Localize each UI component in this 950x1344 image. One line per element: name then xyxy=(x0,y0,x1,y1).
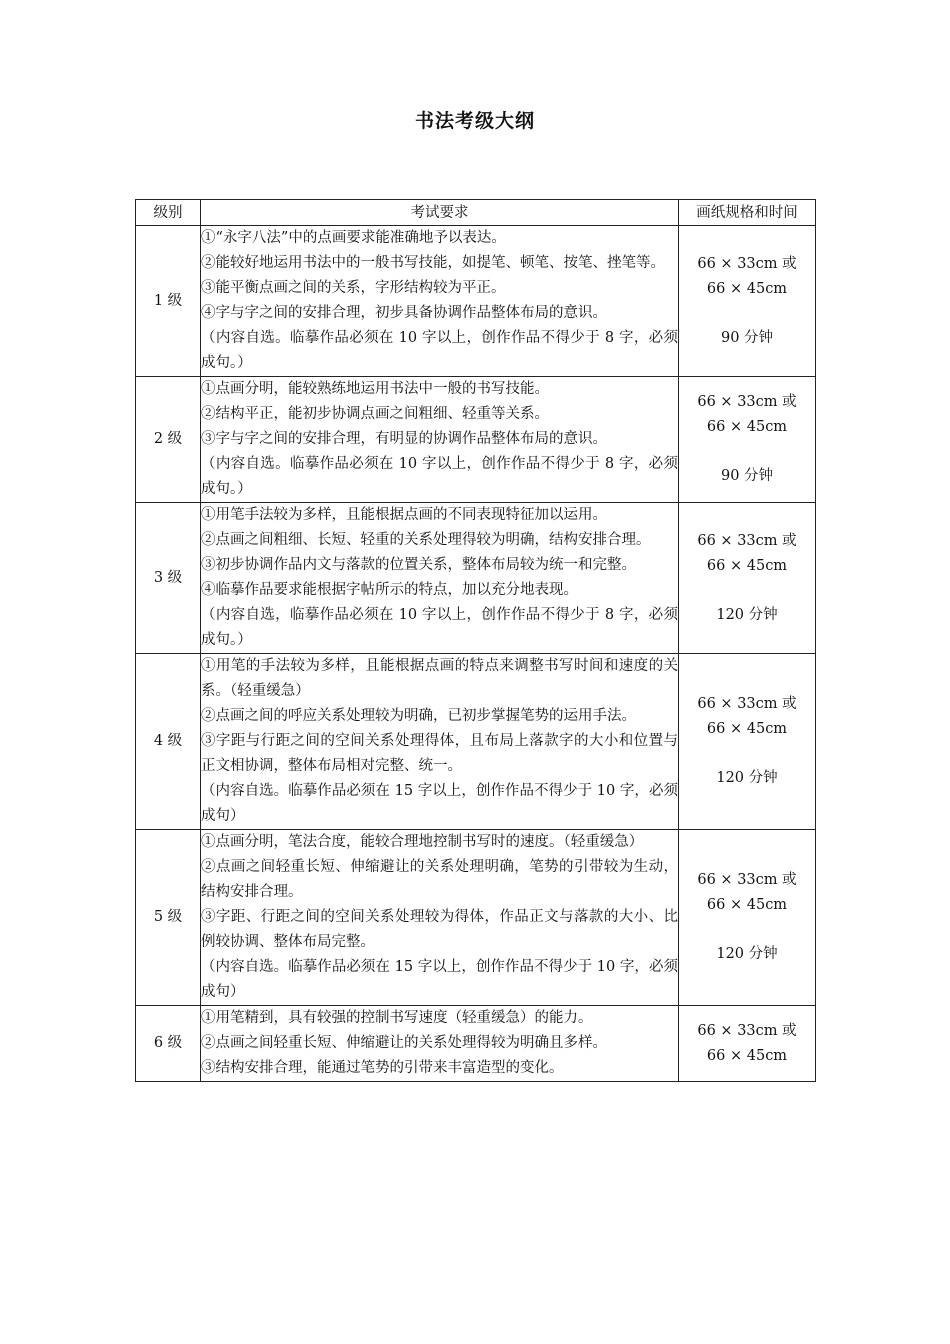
level-cell: 6 级 xyxy=(136,1006,201,1082)
requirements-cell xyxy=(201,1006,679,1082)
header-paper: 画纸规格和时间 xyxy=(679,200,816,226)
requirement-item: ②点画之间粗细、长短、轻重的关系处理得较为明确，结构安排合理。 xyxy=(201,532,651,548)
paper-cell xyxy=(679,226,816,377)
requirement-item: ①点画分明，笔法合度，能较合理地控制书写时的速度。（轻重缓急） xyxy=(201,834,644,850)
requirement-item: ④临摹作品要求能根据字帖所示的特点，加以充分地表现。 xyxy=(201,582,578,598)
requirements-cell xyxy=(201,654,679,830)
exam-time: 120 分钟 xyxy=(716,606,778,623)
requirement-item: ③字与字之间的安排合理，有明显的协调作品整体布局的意识。 xyxy=(201,431,607,447)
requirement-item: ①“永字八法”中的点画要求能准确地予以表达。 xyxy=(201,230,506,246)
requirement-item: ②点画之间的呼应关系处理较为明确，已初步掌握笔势的运用手法。 xyxy=(201,708,636,724)
page-title: 书法考级大纲 xyxy=(414,110,535,132)
paper-size: 66 × 45cm xyxy=(706,280,788,297)
requirement-item: ③字距、行距之间的空间关系处理较为得体，作品正文与落款的大小、比例较协调、整体布局完整。 xyxy=(201,909,678,950)
header-level: 级别 xyxy=(136,200,201,226)
paper-cell xyxy=(679,654,816,830)
header-requirements: 考试要求 xyxy=(201,200,679,226)
paper-size: 66 × 45cm xyxy=(706,1047,788,1064)
requirement-item: ④字与字之间的安排合理，初步具备协调作品整体布局的意识。 xyxy=(201,305,607,321)
paper-size: 66 × 33cm 或 xyxy=(697,394,797,410)
paper-size: 66 × 33cm 或 xyxy=(697,532,797,549)
requirement-item: ①点画分明，能较熟练地运用书法中一般的书写技能。 xyxy=(201,381,549,397)
requirements-cell xyxy=(201,226,679,377)
paper-size: 66 × 45cm xyxy=(706,721,788,737)
level-cell: 2 级 xyxy=(136,377,201,503)
requirement-item: ②结构平正，能初步协调点画之间粗细、轻重等关系。 xyxy=(201,406,549,422)
requirement-item: ③字距与行距之间的空间关系处理得体，且布局上落款字的大小和位置与正文相协调，整体布局相对完整、统一。 xyxy=(201,733,678,774)
requirement-note: （内容自选，临摹作品必须在 10 字以上，创作作品不得少于 8 字，必须成句。） xyxy=(201,607,678,648)
paper-size: 66 × 33cm 或 xyxy=(697,1022,797,1039)
requirement-item: ②点画之间轻重长短、伸缩避让的关系处理得较为明确且多样。 xyxy=(201,1035,607,1051)
paper-size: 66 × 45cm xyxy=(706,897,788,913)
requirement-note: （内容自选。临摹作品必须在 10 字以上，创作作品不得少于 8 字，必须成句。） xyxy=(201,330,678,371)
paper-cell xyxy=(679,1006,816,1082)
paper-size: 66 × 33cm 或 xyxy=(697,872,797,888)
requirement-item: ②能较好地运用书法中的一般书写技能，如提笔、顿笔、按笔、挫笔等。 xyxy=(201,255,665,271)
table-row xyxy=(136,830,816,1006)
paper-size: 66 × 33cm 或 xyxy=(697,255,797,272)
table-row xyxy=(136,1006,816,1082)
exam-time: 120 分钟 xyxy=(716,770,778,786)
requirement-note: （内容自选。临摹作品必须在 15 字以上，创作作品不得少于 10 字，必须成句） xyxy=(201,959,678,1000)
paper-size: 66 × 45cm xyxy=(706,557,788,574)
requirement-item: ②点画之间轻重长短、伸缩避让的关系处理明确，笔势的引带较为生动，结构安排合理。 xyxy=(201,859,678,900)
table-row xyxy=(136,503,816,654)
exam-time: 90 分钟 xyxy=(720,468,774,484)
syllabus-table xyxy=(135,199,816,1082)
table-header-row xyxy=(136,200,816,226)
requirements-cell xyxy=(201,830,679,1006)
requirement-note: （内容自选。临摹作品必须在 10 字以上，创作作品不得少于 8 字，必须成句。） xyxy=(201,456,678,497)
level-cell: 3 级 xyxy=(136,503,201,654)
level-cell: 1 级 xyxy=(136,226,201,377)
table-row xyxy=(136,226,816,377)
paper-cell xyxy=(679,377,816,503)
level-cell: 5 级 xyxy=(136,830,201,1006)
requirement-item: ③能平衡点画之间的关系，字形结构较为平正。 xyxy=(201,280,506,296)
requirement-note: （内容自选。临摹作品必须在 15 字以上，创作作品不得少于 10 字，必须成句） xyxy=(201,783,678,824)
requirement-item: ①用笔的手法较为多样，且能根据点画的特点来调整书写时间和速度的关系。（轻重缓急） xyxy=(201,658,678,699)
paper-size: 66 × 33cm 或 xyxy=(697,696,797,712)
table-row xyxy=(136,377,816,503)
requirement-item: ①用笔手法较为多样，且能根据点画的不同表现特征加以运用。 xyxy=(201,507,607,523)
paper-cell xyxy=(679,503,816,654)
level-cell: 4 级 xyxy=(136,654,201,830)
paper-size: 66 × 45cm xyxy=(706,419,788,435)
exam-time: 120 分钟 xyxy=(716,946,778,962)
requirement-item: ①用笔精到，具有较强的控制书写速度（轻重缓急）的能力。 xyxy=(201,1010,593,1026)
requirements-cell xyxy=(201,503,679,654)
exam-time: 90 分钟 xyxy=(720,329,774,346)
paper-cell xyxy=(679,830,816,1006)
table-row xyxy=(136,654,816,830)
requirement-item: ③初步协调作品内文与落款的位置关系，整体布局较为统一和完整。 xyxy=(201,557,636,573)
requirements-cell xyxy=(201,377,679,503)
requirement-item: ③结构安排合理，能通过笔势的引带来丰富造型的变化。 xyxy=(201,1060,564,1076)
